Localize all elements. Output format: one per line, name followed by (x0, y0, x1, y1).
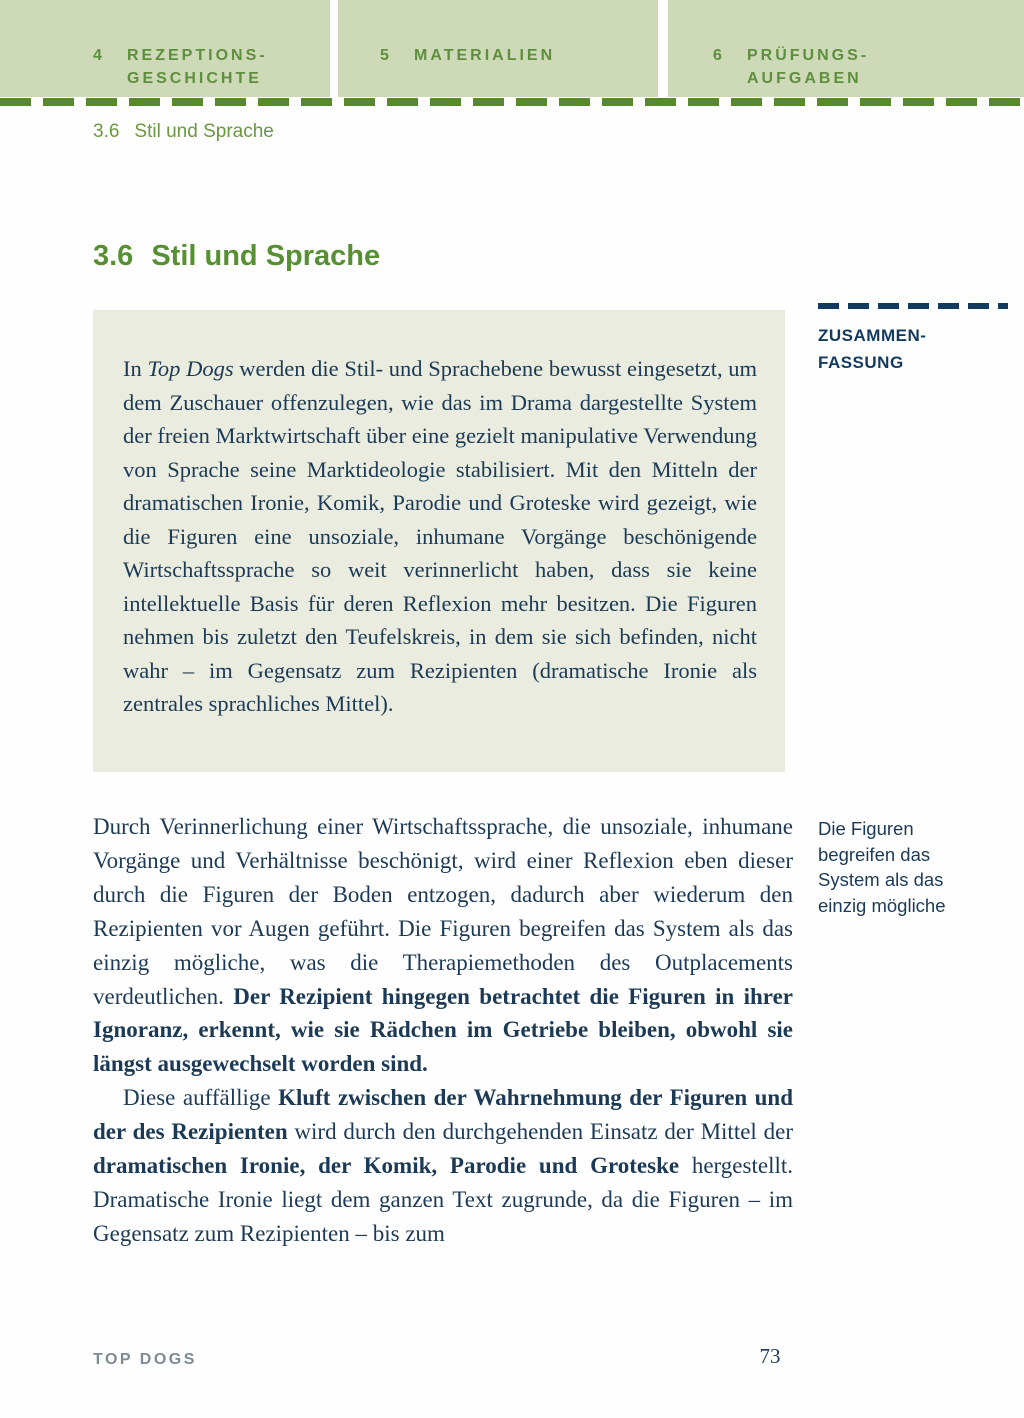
tab-number: 6 (713, 47, 725, 64)
page-title (93, 240, 380, 273)
body-text (93, 810, 793, 1251)
paragraph: Durch Verinnerlichung einer Wirtschaftssprache, die unsoziale, inhumane Vorgänge und Verhältnisse beschönigt, wird einer Reflexion eben dieser durch die Figuren der Boden entzogen, dadurch aber wiederum den Rezipienten vor Augen geführt. Die Figuren begreifen das System als das einzig mögliche, was die Therapiemethoden des Outplacements verdeutlichen. Der Rezipient hingegen betrachtet die Figuren in ihrer Ignoranz, erkennt, wie sie Rädchen im Getriebe bleiben, obwohl sie längst ausgewechselt worden sind. (93, 814, 793, 1077)
tab-label: PRÜFUNGS- AUFGABEN (747, 47, 870, 87)
margin-note: Die Figuren begreifen das System als das einzig mögliche (818, 818, 946, 916)
tab-label: REZEPTIONS- GESCHICHTE (127, 47, 268, 87)
footer-running-title: TOP DOGS (93, 1351, 197, 1368)
summary-dashed-rule (818, 303, 1008, 309)
work-title-italic: Top Dogs (147, 356, 234, 381)
heading-title: Stil und Sprache (151, 240, 381, 272)
header-tab-materialien (338, 0, 658, 97)
breadcrumb-label: Stil und Sprache (134, 121, 274, 142)
header-tab-pruefungsaufgaben (668, 0, 1024, 97)
tab-label: MATERIALIEN (414, 47, 556, 64)
page-number: 73 (759, 1344, 781, 1368)
tab-number: 5 (380, 47, 392, 64)
header-dashed-divider (0, 98, 1024, 106)
heading-number: 3.6 (93, 240, 134, 272)
paragraph: Diese auffällige Kluft zwischen der Wahrnehmung der Figuren und der des Rezipienten wird durch den durchgehenden Einsatz der Mittel der dramatischen Ironie, der Komik, Parodie und Groteske hergestellt. Dramatische Ironie liegt dem ganzen Text zugrunde, da die Figuren – im Gegensatz zum Rezipienten – bis zum (93, 1085, 793, 1246)
summary-text: In Top Dogs werden die Stil- und Sprachebene bewusst eingesetzt, um dem Zuschauer offenzulegen, wie das im Drama dargestellte System der freien Marktwirtschaft über eine gezielt manipulative Verwendung von Sprache seine Marktideologie stabilisiert. Mit den Mitteln der dramatischen Ironie, Komik, Parodie und Groteske wird gezeigt, wie die Figuren eine unsoziale, inhumane Vorgänge beschönigende Wirtschaftssprache so weit verinnerlicht haben, dass sie keine intellektuelle Basis für deren Reflexion mehr besitzen. Die Figuren nehmen bis zuletzt den Teufelskreis, in dem sie sich befinden, nicht wahr – im Gegensatz zum Rezipienten (dramatische Ironie als zentrales sprachliches Mittel). (123, 356, 758, 716)
summary-box (93, 310, 785, 772)
header-tab-rezeptionsgeschichte (0, 0, 330, 97)
tab-number: 4 (93, 47, 105, 64)
breadcrumb (93, 121, 274, 143)
summary-margin-label: ZUSAMMEN- FASSUNG (818, 326, 927, 372)
breadcrumb-number: 3.6 (93, 121, 120, 142)
